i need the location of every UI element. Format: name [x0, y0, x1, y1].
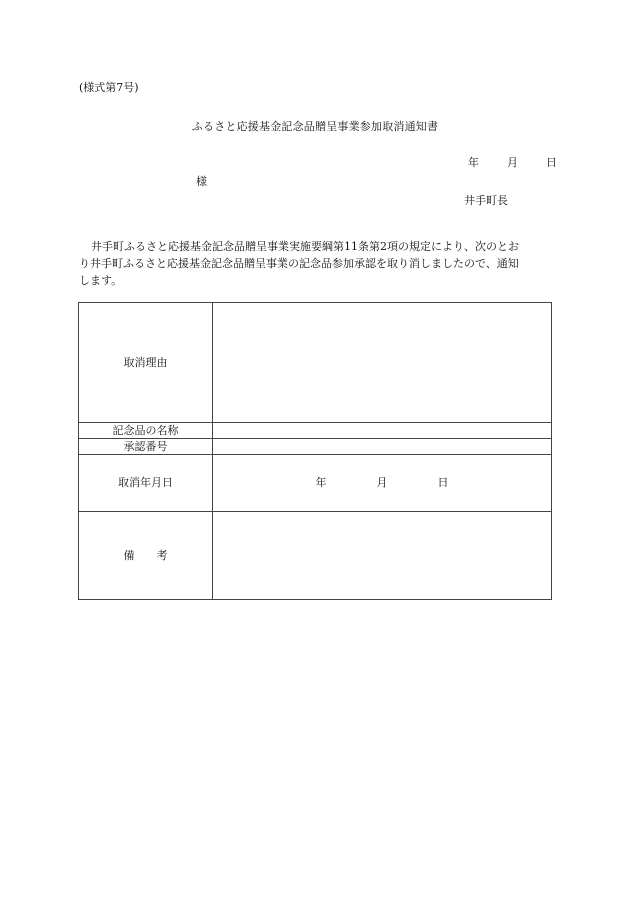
addressee-suffix: 様 — [196, 175, 207, 188]
form-number: (様式第7号) — [79, 81, 139, 94]
remarks-row — [79, 512, 552, 600]
body-line-3: します。 — [79, 274, 123, 287]
remarks-field[interactable] — [213, 512, 552, 600]
cancel-date-year: 年 — [315, 476, 327, 489]
cancel-date-field[interactable] — [213, 455, 552, 512]
item-name-field[interactable] — [213, 423, 552, 439]
approval-number-field[interactable] — [213, 439, 552, 455]
date-day-label: 日 — [546, 156, 557, 169]
reason-field[interactable] — [213, 303, 552, 423]
body-line-1: 井手町ふるさと応援基金記念品贈呈事業実施要綱第11条第2項の規定により、次のとお — [91, 240, 519, 253]
document-title: ふるさと応援基金記念品贈呈事業参加取消通知書 — [191, 120, 439, 133]
cancel-date-label: 取消年月日 — [79, 455, 213, 512]
body-text — [79, 238, 555, 289]
cancel-date-row — [79, 455, 552, 512]
body-line-2: り井手町ふるさと応援基金記念品贈呈事業の記念品参加承認を取り消しましたので、通知 — [79, 257, 519, 270]
cancel-date-day: 日 — [437, 476, 449, 489]
cancel-date-month: 月 — [376, 476, 388, 489]
date-line — [468, 156, 557, 170]
form-table — [78, 302, 552, 600]
item-name-label: 記念品の名称 — [79, 423, 213, 439]
item-name-row — [79, 423, 552, 439]
approval-number-label: 承認番号 — [79, 439, 213, 455]
sender-name: 井手町長 — [464, 194, 508, 207]
approval-number-row — [79, 439, 552, 455]
remarks-label: 備 考 — [79, 512, 213, 600]
reason-label: 取消理由 — [79, 303, 213, 423]
date-month-label: 月 — [507, 156, 518, 169]
date-year-label: 年 — [468, 156, 479, 169]
reason-row — [79, 303, 552, 423]
